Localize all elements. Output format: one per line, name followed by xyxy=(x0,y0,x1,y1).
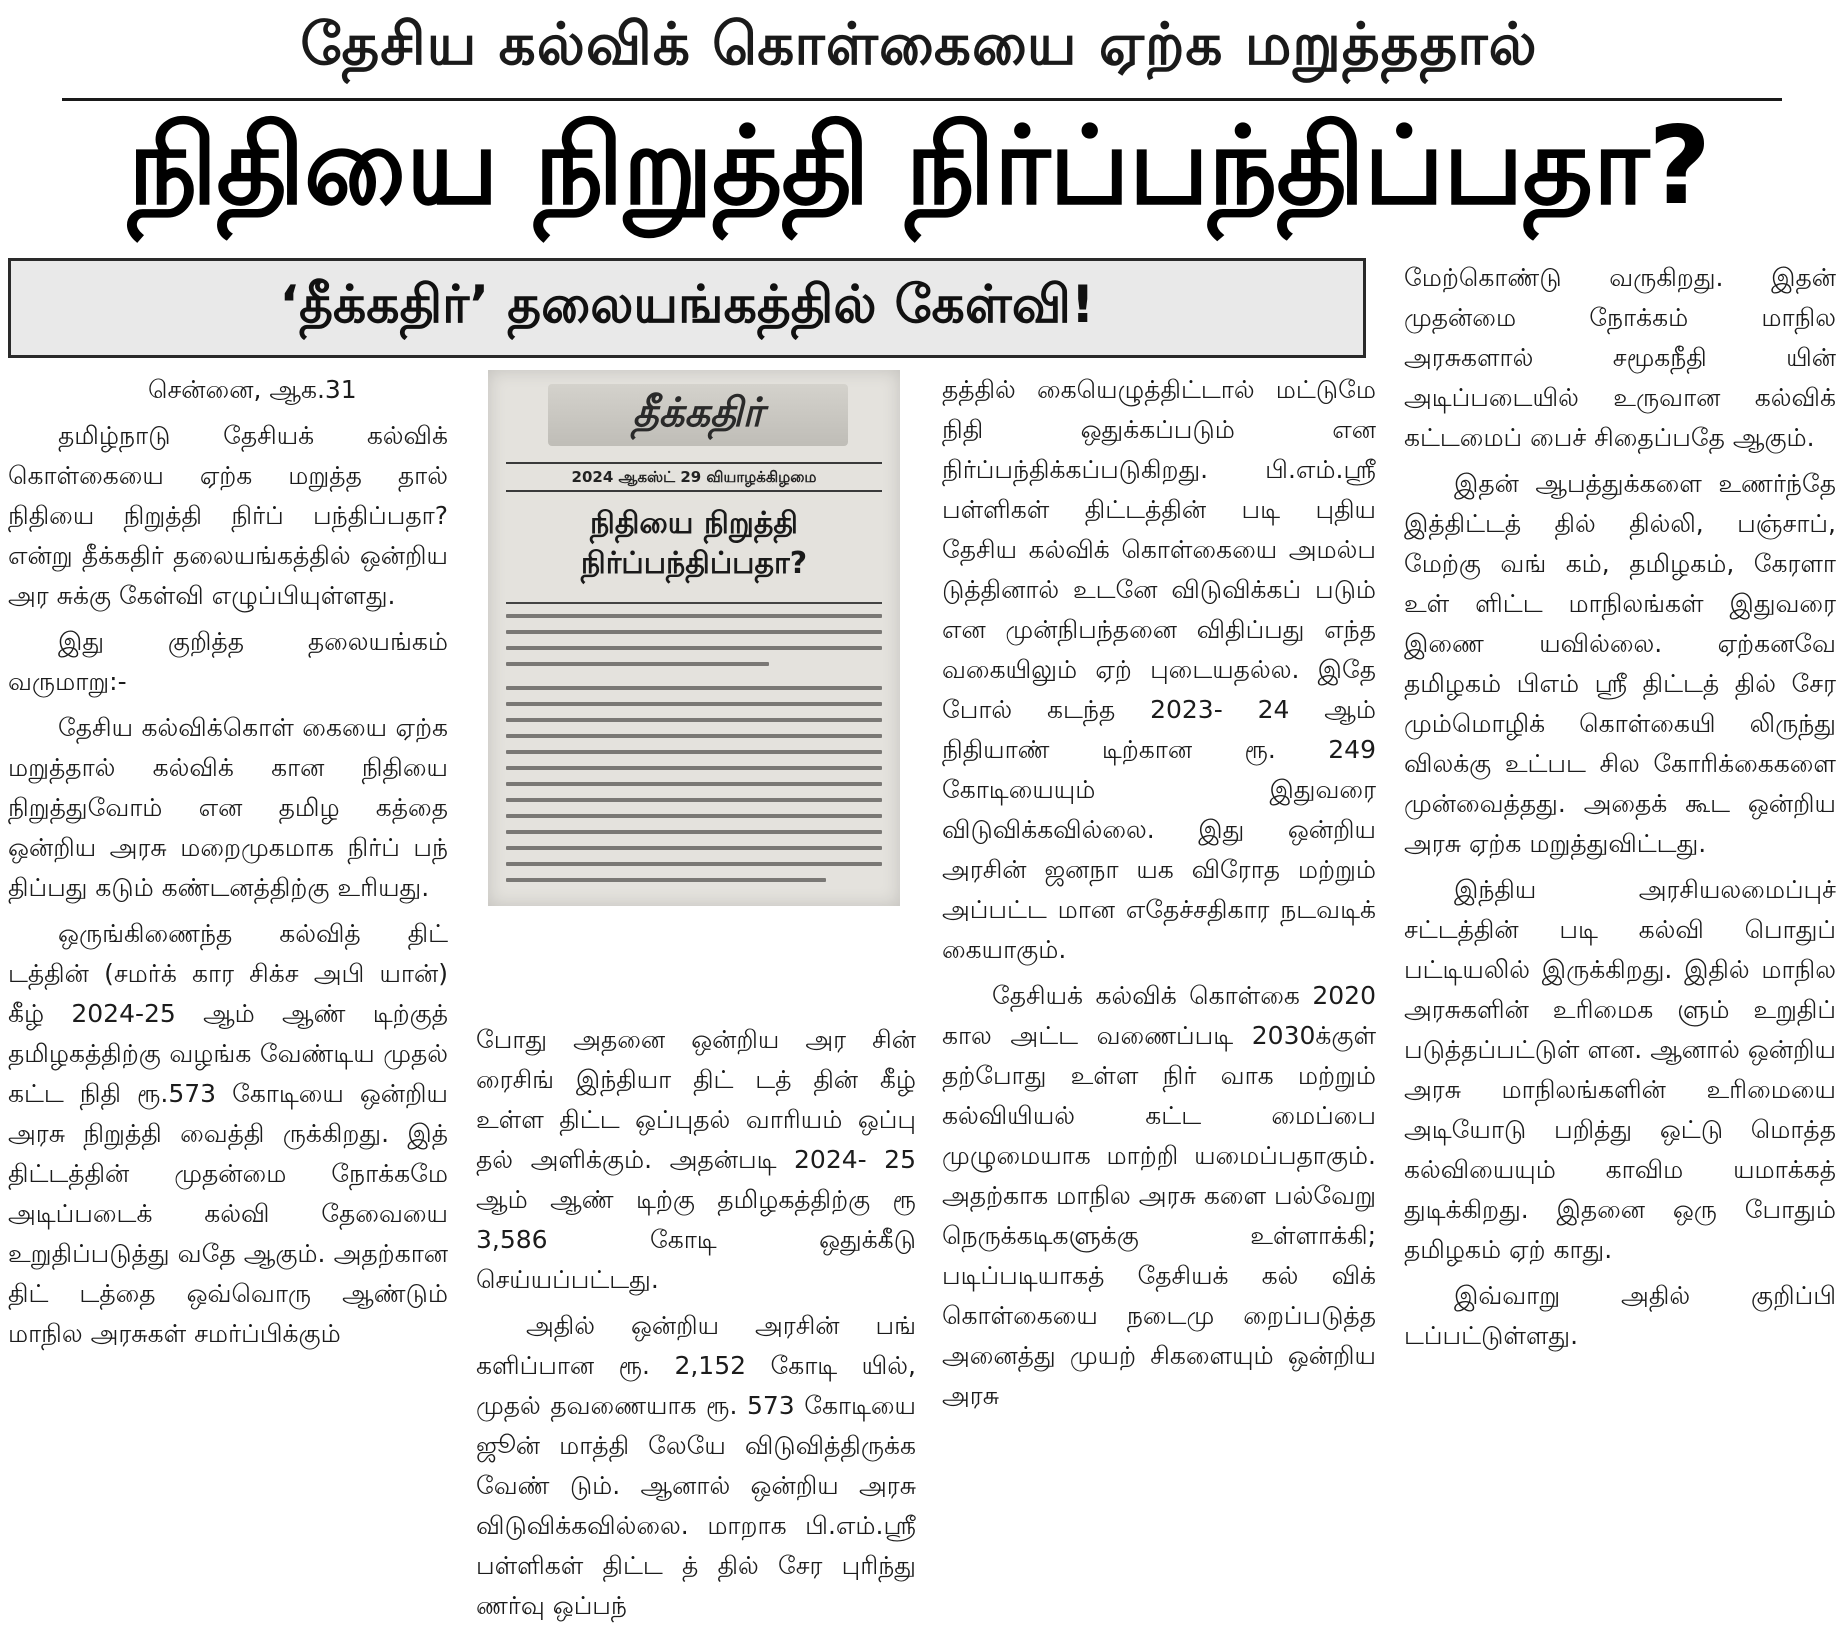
clipping-dateline: 2024 ஆகஸ்ட் 29 வியாழக்கிழமை xyxy=(506,462,882,492)
main-headline: நிதியை நிறுத்தி நிர்ப்பந்திப்பதா? xyxy=(127,104,1710,229)
paragraph: தேசிய கல்விக்கொள் கையை ஏற்க மறுத்தால் கல்விக் கான நிதியை நிறுத்துவோம் என தமிழ கத்தை ஒன்றிய அரசு மறைமுகமாக நிர்ப் பந் திப்பது கடும் கண்டனத்திற்கு உரியது. xyxy=(8,713,448,902)
clipping-text-line xyxy=(506,642,882,656)
paragraph: மேற்கொண்டு வருகிறது. இதன் முதன்மை நோக்கம் மாநில அரசுகளால் சமூகநீதி யின் அடிப்படையில் உருவான கல்விக் கட்டமைப் பைச் சிதைப்பதே ஆகும். xyxy=(1404,263,1836,452)
article-column-2 xyxy=(476,1020,916,1620)
paragraph: அதில் ஒன்றிய அரசின் பங் களிப்பான ரூ. 2,152 கோடி யில், முதல் தவணையாக ரூ. 573 கோடியை ஜூன் மாத்தி லேயே விடுவித்திருக்க வேண் டும். ஆனால் ஒன்றிய அரசு விடுவிக்கவில்லை. மாறாக பி.எம்.ஸ்ரீ பள்ளிகள் திட்ட த் தில் சேர புரிந்து ணர்வு ஒப்பந் xyxy=(476,1311,916,1620)
clipping-text-line xyxy=(506,658,882,672)
clipping-text-line xyxy=(506,730,882,744)
clipping-text-line xyxy=(506,626,882,640)
clipping-text-line xyxy=(506,810,882,824)
clipping-text-line xyxy=(506,826,882,840)
paragraph: தமிழ்நாடு தேசியக் கல்விக் கொள்கையை ஏற்க மறுத்த தால் நிதியை நிறுத்தி நிர்ப் பந்திப்பதா? என்று தீக்கதிர் தலையங்கத்தில் ஒன்றிய அர சுக்கு கேள்வி எழுப்பியுள்ளது. xyxy=(8,421,448,610)
clipping-text-line xyxy=(506,698,882,712)
article-column-4 xyxy=(1404,258,1836,1535)
paragraph: இவ்வாறு அதில் குறிப்பி டப்பட்டுள்ளது. xyxy=(1404,1281,1836,1350)
clipping-text-line xyxy=(506,842,882,856)
clipping-text-line xyxy=(506,858,882,872)
clipping-text-line xyxy=(506,714,882,728)
clipping-masthead: தீக்கதிர் xyxy=(548,384,848,446)
clipping-text-line xyxy=(506,610,882,624)
clipping-text-line xyxy=(506,794,882,808)
article-column-1 xyxy=(8,370,448,1535)
clipping-text-line xyxy=(506,778,882,792)
subheadline-box: ‘தீக்கதிர்’ தலையங்கத்தில் கேள்வி! xyxy=(8,258,1366,358)
clipping-headline: நிதியை நிறுத்தி நிர்ப்பந்திப்பதா? xyxy=(580,506,808,581)
headline-rule xyxy=(62,98,1782,101)
clipping-text-line xyxy=(506,874,882,888)
kicker-headline: தேசிய கல்விக் கொள்கையை ஏற்க மறுத்ததால் xyxy=(300,10,1538,78)
article-column-3 xyxy=(942,370,1376,1535)
dateline: சென்னை, ஆக.31 xyxy=(148,375,357,404)
paragraph: போது அதனை ஒன்றிய அர சின் ரைசிங் இந்தியா திட் டத் தின் கீழ் உள்ள திட்ட ஒப்புதல் வாரியம் ஒப்பு தல் அளிக்கும். அதன்படி 2024- 25 ஆம் ஆண் டிற்கு தமிழகத்திற்கு ரூ 3,586 கோடி ஒதுக்கீடு செய்யப்பட்டது. xyxy=(476,1025,916,1294)
newspaper-clipping-photo xyxy=(488,370,900,906)
paragraph: தேசியக் கல்விக் கொள்கை 2020 கால அட்ட வணைப்படி 2030க்குள் தற்போது உள்ள நிர் வாக மற்றும் கல்வியியல் கட்ட மைப்பை முழுமையாக மாற்றி யமைப்பதாகும். அதற்காக மாநில அரசு களை பல்வேறு நெருக்கடிகளுக்கு உள்ளாக்கி; படிப்படியாகத் தேசியக் கல் விக் கொள்கையை நடைமு றைப்படுத்த அனைத்து முயற் சிகளையும் ஒன்றிய அரசு xyxy=(942,981,1376,1410)
clipping-text-line xyxy=(506,682,882,696)
paragraph: தத்தில் கையெழுத்திட்டால் மட்டுமே நிதி ஒதுக்கப்படும் என நிர்ப்பந்திக்கப்படுகிறது. பி.எம்.ஸ்ரீ பள்ளிகள் திட்டத்தின் படி புதிய தேசிய கல்விக் கொள்கையை அமல்ப டுத்தினால் உடனே விடுவிக்கப் படும் என முன்நிபந்தனை விதிப்பது எந்த வகையிலும் ஏற் புடையதல்ல. இதே போல் கடந்த 2023- 24 ஆம் நிதியாண் டிற்கான ரூ. 249 கோடியையும் இதுவரை விடுவிக்கவில்லை. இது ஒன்றிய அரசின் ஜனநா யக விரோத மற்றும் அப்பட்ட மான எதேச்சதிகார நடவடிக் கையாகும். xyxy=(942,375,1376,964)
clipping-text-line xyxy=(506,762,882,776)
paragraph: இந்திய அரசியலமைப்புச் சட்டத்தின் படி கல்வி பொதுப் பட்டியலில் இருக்கிறது. இதில் மாநில அரசுகளின் உரிமைக ளும் உறுதிப் படுத்தப்பட்டுள் ளன. ஆனால் ஒன்றிய அரசு மாநிலங்களின் உரிமையை அடியோடு பறித்து ஒட்டு மொத்த கல்வியையும் காவிம யமாக்கத் துடிக்கிறது. இதனை ஒரு போதும் தமிழகம் ஏற் காது. xyxy=(1404,875,1836,1264)
paragraph: இது குறித்த தலையங்கம் வருமாறு:- xyxy=(8,627,448,696)
clipping-rule xyxy=(506,602,882,604)
clipping-text-line xyxy=(506,746,882,760)
paragraph: இதன் ஆபத்துக்களை உணர்ந்தே இத்திட்டத் தில் தில்லி, பஞ்சாப், மேற்கு வங் கம், தமிழகம், கேரளா உள் ளிட்ட மாநிலங்கள் இதுவரை இணை யவில்லை. ஏற்கனவே தமிழகம் பிஎம் ஸ்ரீ திட்டத் தில் சேர மும்மொழிக் கொள்கையி லிருந்து விலக்கு உட்பட சில கோரிக்கைகளை முன்வைத்தது. அதைக் கூட ஒன்றிய அரசு ஏற்க மறுத்துவிட்டது. xyxy=(1404,469,1836,858)
paragraph: ஒருங்கிணைந்த கல்வித் திட் டத்தின் (சமர்க் கார சிக்ச அபி யான்) கீழ் 2024-25 ஆம் ஆண் டிற்குத் தமிழகத்திற்கு வழங்க வேண்டிய முதல் கட்ட நிதி ரூ.573 கோடியை ஒன்றிய அரசு நிறுத்தி வைத்தி ருக்கிறது. இத் திட்டத்தின் முதன்மை நோக்கமே அடிப்படைக் கல்வி தேவையை உறுதிப்படுத்து வதே ஆகும். அதற்கான திட் டத்தை ஒவ்வொரு ஆண்டும் மாநில அரசுகள் சமர்ப்பிக்கும் xyxy=(8,919,448,1348)
